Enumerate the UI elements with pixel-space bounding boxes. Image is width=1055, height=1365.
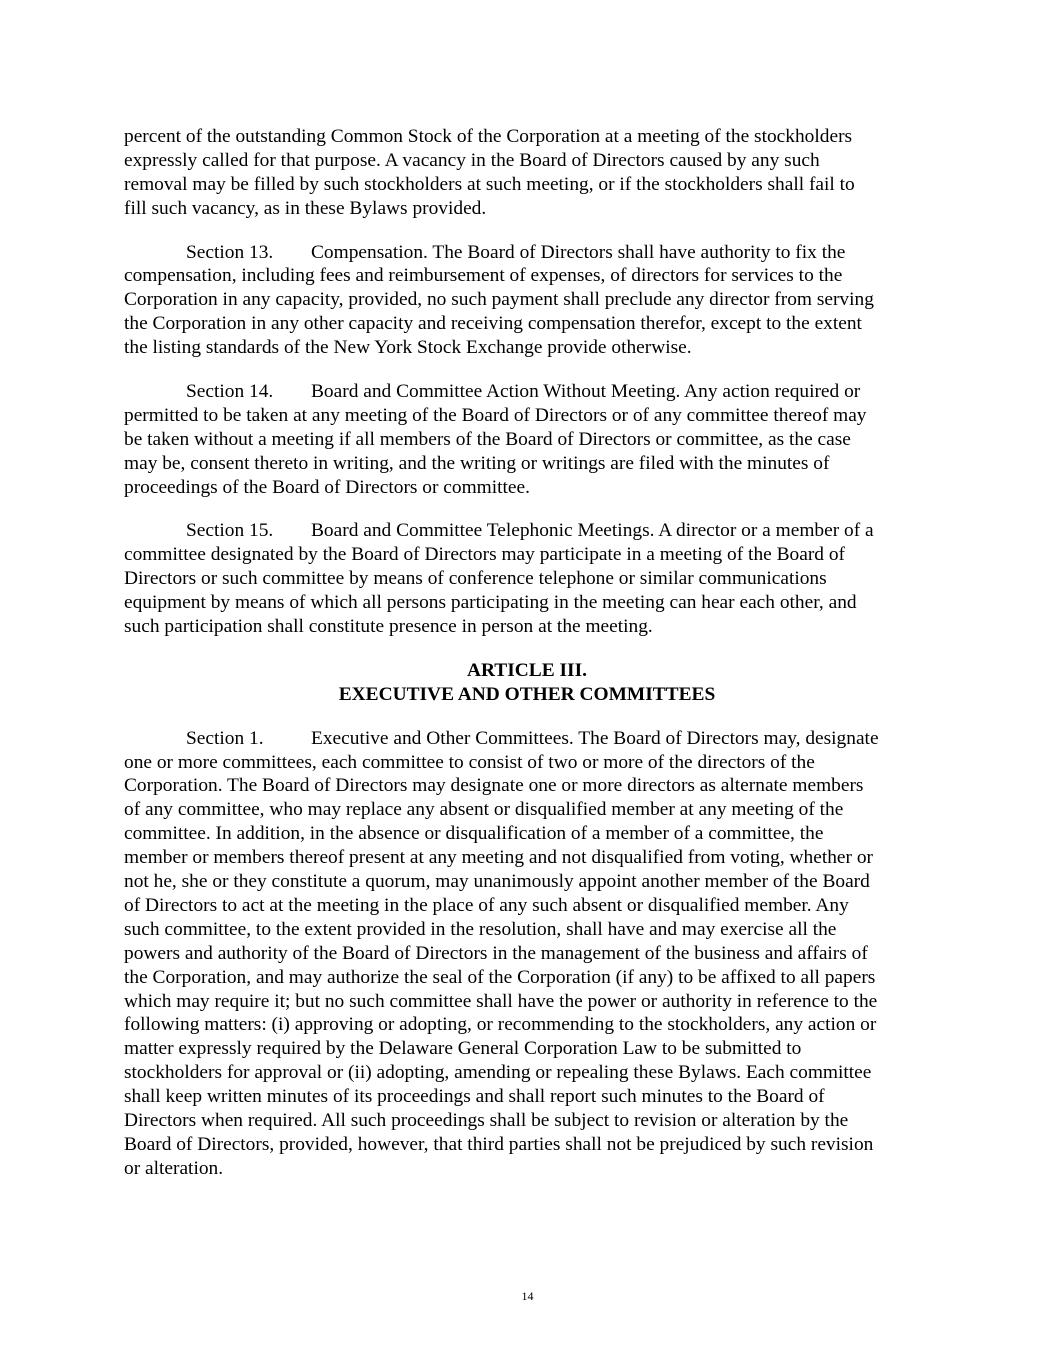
text-line: Corporation. The Board of Directors may designate one or more directors as alternate members — [124, 775, 864, 797]
text-line: Corporation in any capacity, provided, no such payment shall preclude any director from serving — [124, 289, 874, 311]
article-heading — [124, 659, 930, 707]
text-line: matter expressly required by the Delaware General Corporation Law to be submitted to — [124, 1038, 802, 1060]
section-number: Section 13. — [186, 241, 274, 263]
section-number: Section 15. — [186, 520, 274, 542]
text-line: Directors when required. All such proceedings shall be subject to revision or alteration by the — [124, 1109, 849, 1131]
section-text: Board and Committee Action Without Meeting. Any action required or — [311, 381, 861, 403]
text-line: which may require it; but no such committee shall have the power or authority in reference to the — [124, 990, 878, 1012]
page-number: 14 — [521, 1289, 534, 1303]
text-line: Board of Directors, provided, however, that third parties shall not be prejudiced by such revision — [124, 1133, 874, 1155]
text-line: following matters: (i) approving or adopting, or recommending to the stockholders, any action or — [124, 1014, 877, 1036]
section-number: Section 1. — [186, 727, 264, 749]
text-line: or alteration. — [124, 1157, 224, 1179]
text-line: committee. In addition, in the absence or disqualification of a member of a committee, the — [124, 823, 824, 845]
section-first-line — [124, 380, 930, 404]
text-line: permitted to be taken at any meeting of the Board of Directors or of any committee thereof may — [124, 404, 867, 426]
text-line: such committee, to the extent provided in the resolution, shall have and may exercise all the — [124, 918, 837, 940]
text-line: may be, consent thereto in writing, and the writing or writings are filed with the minutes of — [124, 452, 830, 474]
section-number: Section 14. — [186, 381, 274, 403]
section-first-line — [124, 727, 930, 751]
text-line: the Corporation, and may authorize the seal of the Corporation (if any) to be affixed to all papers — [124, 966, 876, 988]
article-title: EXECUTIVE AND OTHER COMMITTEES — [338, 683, 716, 705]
text-line: fill such vacancy, as in these Bylaws provided. — [124, 197, 487, 219]
text-line: the Corporation in any other capacity and receiving compensation therefor, except to the extent — [124, 313, 862, 335]
text-line: Directors or such committee by means of conference telephone or similar communications — [124, 568, 827, 590]
text-line: committee designated by the Board of Directors may participate in a meeting of the Board of — [124, 544, 845, 566]
continuation-paragraph — [124, 125, 930, 221]
text-line: shall keep written minutes of its proceedings and shall report such minutes to the Board of — [124, 1086, 825, 1108]
article-3-section-1-paragraph — [124, 727, 930, 1181]
text-line: proceedings of the Board of Directors or committee. — [124, 476, 530, 498]
section-13-paragraph — [124, 241, 930, 360]
section-first-line — [124, 519, 930, 543]
section-14-paragraph — [124, 380, 930, 499]
text-line: of any committee, who may replace any absent or disqualified member at any meeting of the — [124, 799, 844, 821]
text-line: expressly called for that purpose. A vacancy in the Board of Directors caused by any such — [124, 149, 820, 171]
text-line: be taken without a meeting if all members of the Board of Directors or committee, as the case — [124, 428, 851, 450]
text-line: powers and authority of the Board of Directors in the management of the business and affairs of — [124, 942, 868, 964]
section-text: Executive and Other Committees. The Board of Directors may, designate — [311, 727, 879, 749]
section-first-line — [124, 241, 930, 265]
text-line: not he, she or they constitute a quorum, may unanimously appoint another member of the Board — [124, 871, 870, 893]
text-line: one or more committees, each committee to consist of two or more of the directors of the — [124, 751, 815, 773]
text-line: of Directors to act at the meeting in the place of any such absent or disqualified member. Any — [124, 894, 849, 916]
section-text: Compensation. The Board of Directors shall have authority to fix the — [311, 241, 846, 263]
text-line: compensation, including fees and reimbursement of expenses, of directors for services to the — [124, 265, 843, 287]
section-15-paragraph — [124, 519, 930, 638]
document-page — [124, 125, 930, 1201]
text-line: removal may be filled by such stockholders at such meeting, or if the stockholders shall fail to — [124, 173, 855, 195]
text-line: member or members thereof present at any meeting and not disqualified from voting, whether or — [124, 847, 874, 869]
text-line: the listing standards of the New York Stock Exchange provide otherwise. — [124, 337, 692, 359]
text-line: stockholders for approval or (ii) adopting, amending or repealing these Bylaws. Each committee — [124, 1062, 872, 1084]
section-text: Board and Committee Telephonic Meetings. A director or a member of a — [311, 520, 874, 542]
text-line: equipment by means of which all persons participating in the meeting can hear each other, and — [124, 592, 857, 614]
text-line: percent of the outstanding Common Stock of the Corporation at a meeting of the stockholders — [124, 126, 853, 147]
article-number: ARTICLE III. — [466, 659, 587, 681]
text-line: such participation shall constitute presence in person at the meeting. — [124, 616, 653, 638]
